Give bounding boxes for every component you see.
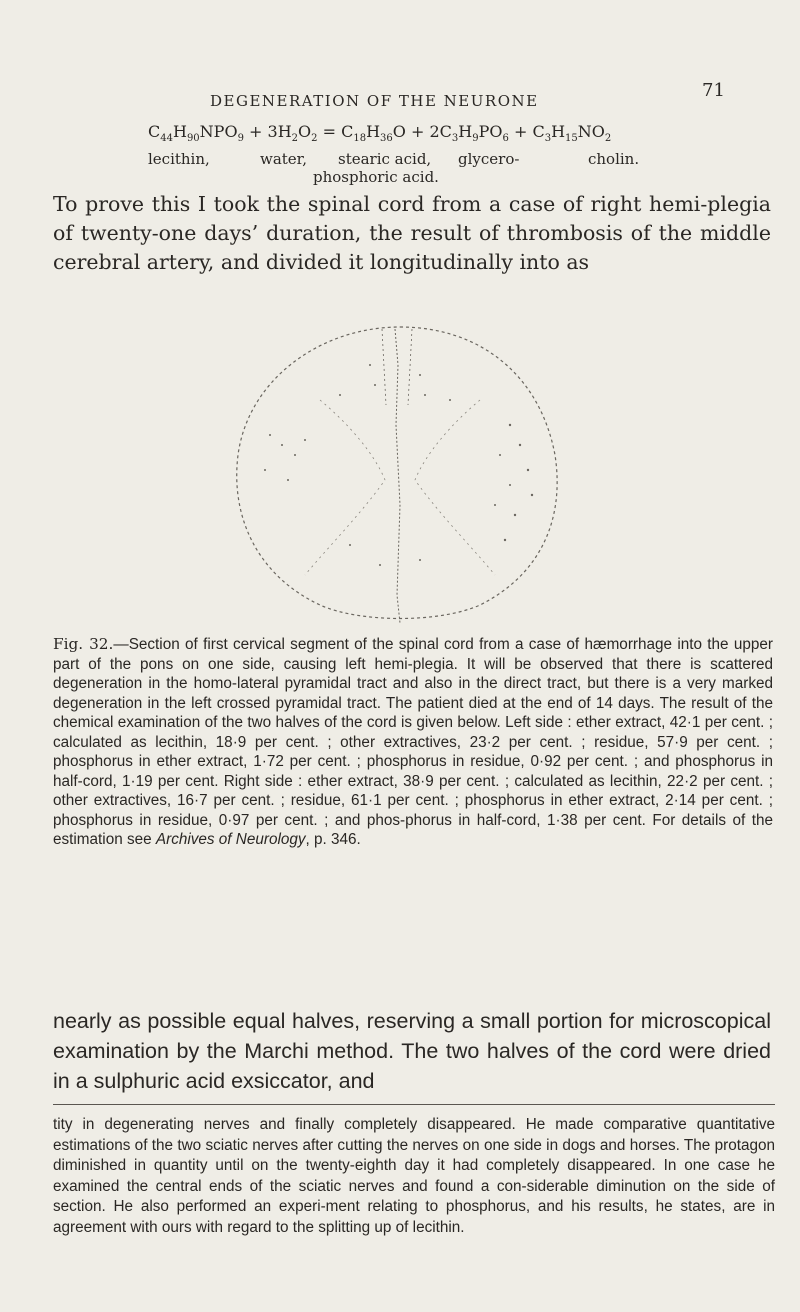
page-number: 71 — [702, 80, 725, 101]
equation-name-continued: phosphoric acid. — [313, 168, 439, 187]
figure-caption-journal: Archives of Neurology — [155, 831, 306, 848]
equation-formula: $C_{44}H_{90}NPO_9 + 3H_2O_2 = C_{18}H_{36}O + 2C_3H_9PO_6 + C_3H_{15}NO_2$ — [148, 122, 612, 145]
footnote: tity in degenerating nerves and finally completely disappeared. He made comparative quantitative estimations of the two sciatic nerves after cutting the nerves on one side in dogs and horses. The protagon diminished in quantity until on the twenty-eighth day it had completely disappeared. In one case he examined the central ends of the sciatic nerves and found a con-siderable diminution on the side of section. He also performed an experi-ment relating to phosphorus, and his results, he states, are in agreement with ours with regard to the splitting up of lecithin. — [53, 1116, 775, 1236]
footnote-divider — [53, 1104, 775, 1105]
figure-label: Fig. 32. — [53, 635, 114, 653]
paragraph-2: nearly as possible equal halves, reserving a small portion for microscopical examination by the Marchi method. The two halves of the cord were dried in a sulphuric acid exsiccator, and — [53, 1009, 771, 1093]
equation-name-lecithin: lecithin, — [148, 150, 210, 169]
figure-caption — [53, 635, 773, 850]
paragraph-1: To prove this I took the spinal cord from a case of right hemi-plegia of twenty-one days’ duration, the result of thrombosis of the middle cerebral artery, and divided it longitudinally into as — [53, 192, 771, 274]
running-header: DEGENERATION OF THE NEURONE — [210, 92, 539, 110]
figure-caption-text: —Section of first cervical segment of the spinal cord from a case of hæmorrhage into the upper part of the pons on one side, causing left hemi-plegia. It will be observed that there is scattered degeneration in the homo-lateral pyramidal tract and also in the direct tract, but there is a very marked degeneration in the left crossed pyramidal tract. The patient died at the end of 14 days. The result of the chemical examination of the two halves of the cord is given below. Left side : ether extract, 42·1 per cent. ; calculated as lecithin, 18·9 per cent. ; other extractives, 23·2 per cent. ; residue, 57·9 per cent. ; phosphorus in ether extract, 1·72 per cent. ; phosphorus in residue, 0·92 per cent. ; and phosphorus in half-cord, 1·19 per cent. Right side : ether extract, 38·9 per cent. ; calculated as lecithin, 22·2 per cent. ; other extractives, 16·7 per cent. ; residue, 61·1 per cent. ; phosphorus in ether extract, 2·14 per cent. ; phosphorus in residue, 0·97 per cent. ; and phos-phorus in half-cord, 1·38 per cent. For details of the estimation see — [53, 636, 773, 848]
chemical-equation — [148, 122, 788, 187]
equation-name-water: water, — [260, 150, 307, 169]
equation-name-stearic-acid: stearic acid, — [338, 150, 432, 169]
equation-name-cholin: cholin. — [588, 150, 640, 169]
spinal-cord-section-figure — [210, 305, 590, 630]
spinal-cord-section-drawing — [210, 305, 590, 630]
equation-name-glycero: glycero- — [458, 150, 520, 169]
equation-names — [148, 149, 788, 167]
figure-caption-end: , p. 346. — [305, 831, 361, 848]
